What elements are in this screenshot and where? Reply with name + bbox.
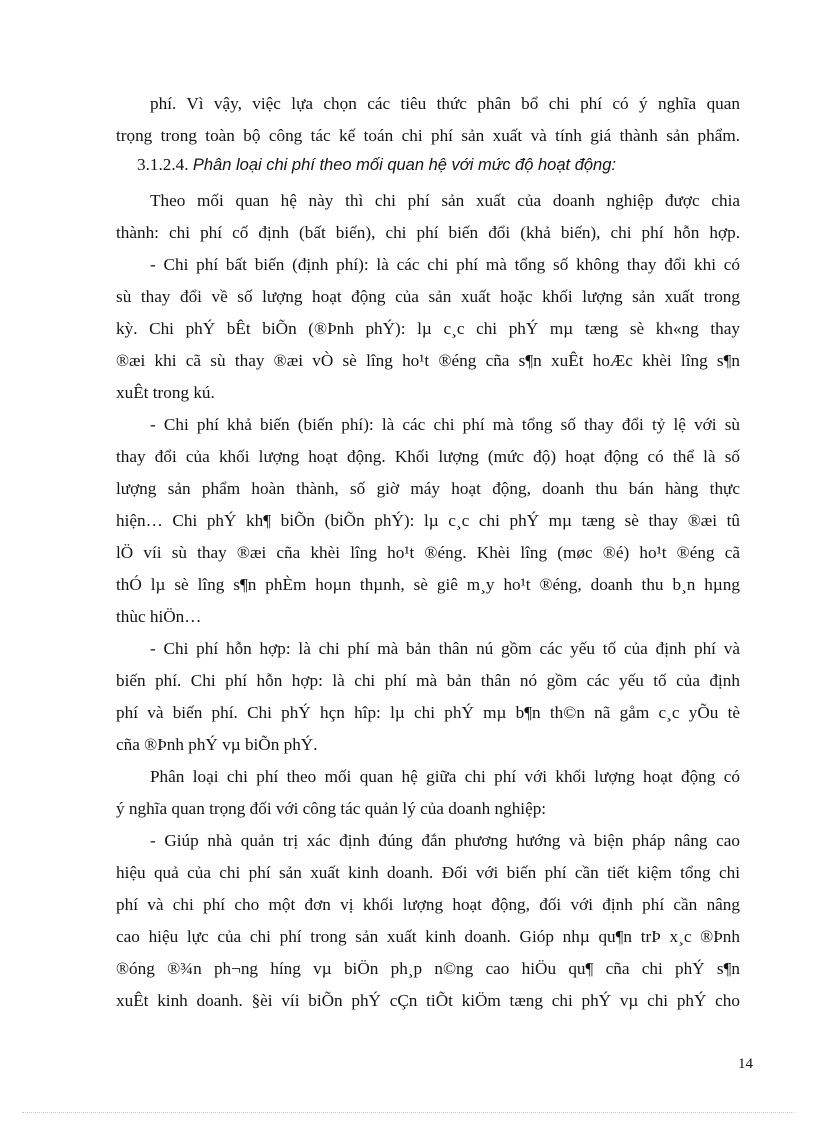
text-line-22: Phân loại chi phí theo mối quan hệ giữa chi phí với khối lượng hoạt động có	[150, 767, 740, 786]
text-line-20: phí và biến phí. Chi phÝ hçn hîp: lµ chi phÝ mµ b¶n th©n nã gåm c¸c yÕu tè	[116, 703, 740, 722]
text-line-15: lÖ víi sù thay ®æi cña khèi lîng ho¹t ®éng. Khèi lîng (møc ®é) ho¹t ®éng cã	[116, 543, 740, 562]
text-line-4: Theo mối quan hệ này thì chi phí sản xuất của doanh nghiệp được chia	[150, 191, 740, 210]
page-bottom-border	[22, 1112, 794, 1113]
text-line-1: phí. Vì vậy, việc lựa chọn các tiêu thức phân bổ chi phí có ý nghĩa quan	[150, 94, 740, 113]
page-number: 14	[738, 1056, 753, 1072]
text-line-29: xuÊt kinh doanh. §èi víi biÕn phÝ cÇn tiÕt kiÖm tæng chi phÝ vµ chi phÝ cho	[116, 991, 740, 1010]
section-title: Phân loại chi phí theo mối quan hệ với mức độ hoạt động:	[192, 156, 616, 174]
text-line-9: ®æi khi cã sù thay ®æi vÒ sè lîng ho¹t ®éng cña s¶n xuÊt hoÆc khèi lîng s¶n	[116, 351, 740, 370]
text-line-23: ý nghĩa quan trọng đối với công tác quản lý của doanh nghiệp:	[116, 799, 547, 818]
text-line-13: lượng sản phẩm hoàn thành, số giờ máy hoạt động, doanh thu bán hàng thực	[116, 479, 740, 498]
text-line-18: - Chi phí hỗn hợp: là chi phí mà bản thân nú gồm các yếu tố của định phí và	[150, 639, 740, 658]
text-line-26: phí và chi phí cho một đơn vị khối lượng hoạt động, đối với định phí cần nâng	[116, 895, 740, 914]
text-line-6: - Chi phí bất biến (định phí): là các chi phí mà tổng số không thay đổi khi có	[150, 255, 740, 274]
text-line-10: xuÊt trong kú.	[116, 383, 215, 402]
section-heading	[137, 152, 761, 178]
text-line-11: - Chi phí khả biến (biến phí): là các chi phí mà tổng số thay đổi tỷ lệ với sù	[150, 415, 740, 434]
text-line-8: kỳ. Chi phÝ bÊt biÕn (®Þnh phÝ): lµ c¸c chi phÝ mµ tæng sè kh«ng thay	[116, 319, 740, 338]
text-line-25: hiệu quả của chi phí sản xuất kinh doanh. Đối với biến phí cần tiết kiệm tổng chi	[116, 863, 740, 882]
text-line-21: cña ®Þnh phÝ vµ biÕn phÝ.	[116, 735, 318, 754]
section-number: 3.1.2.4.	[137, 155, 189, 174]
text-line-28: ®óng ®¾n ph¬ng híng vµ biÖn ph¸p n©ng cao hiÖu qu¶ cña chi phÝ s¶n	[116, 959, 740, 978]
text-line-14: hiện… Chi phÝ kh¶ biÕn (biÕn phÝ): lµ c¸c chi phÝ mµ tæng sè thay ®æi tû	[116, 511, 740, 530]
text-line-27: cao hiệu lực của chi phí trong sản xuất kinh doanh. Gióp nhµ qu¶n trÞ x¸c ®Þnh	[116, 927, 740, 946]
text-line-19: biến phí. Chi phí hỗn hợp: là chi phí mà bản thân nó gồm các yếu tố của định	[116, 671, 740, 690]
text-line-17: thùc hiÖn…	[116, 607, 202, 626]
text-line-12: thay đổi của khối lượng hoạt động. Khối lượng (mức độ) hoạt động có thể là số	[116, 447, 740, 466]
text-line-7: sù thay đổi về số lượng hoạt động của sản xuất hoặc khối lượng sản xuất trong	[116, 287, 740, 306]
text-line-24: - Giúp nhà quản trị xác định đúng đắn phương hướng và biện pháp nâng cao	[150, 831, 740, 850]
text-line-2: trọng trong toàn bộ công tác kế toán chi phí sản xuất và tính giá thành sản phẩm.	[116, 126, 740, 145]
text-line-16: thÓ lµ sè lîng s¶n phÈm hoµn thµnh, sè giê m¸y ho¹t ®éng, doanh thu b¸n hµng	[116, 575, 740, 594]
text-line-5: thành: chi phí cố định (bất biến), chi phí biến đổi (khả biến), chi phí hỗn hợp.	[116, 223, 740, 242]
